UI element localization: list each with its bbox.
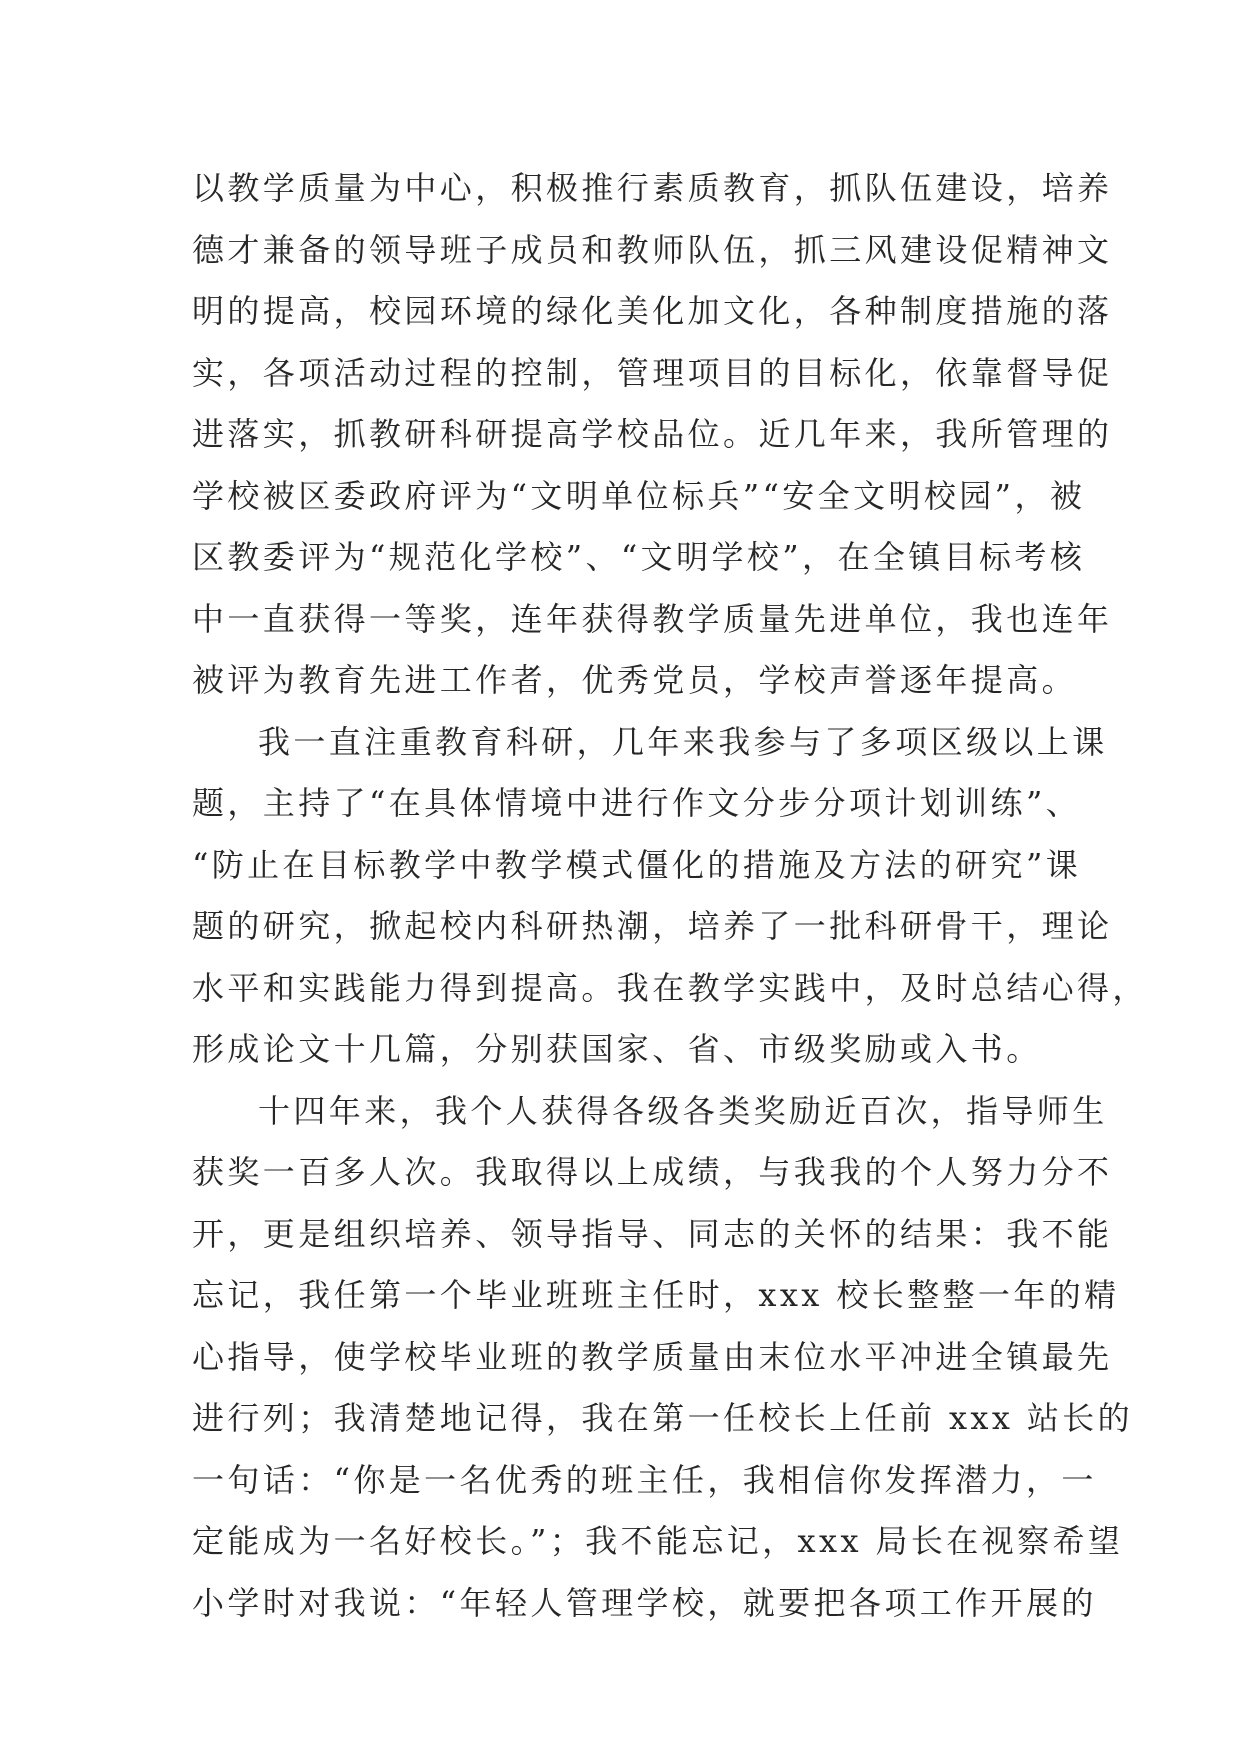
- paragraph: [192, 1081, 1134, 1635]
- text-line: 以教学质量为中心，积极推行素质教育，抓队伍建设，培养: [192, 169, 1113, 207]
- paragraph: [192, 712, 1148, 1081]
- text-line: 进行列；我清楚地记得，我在第一任校长上任前 xxx 站长的: [192, 1399, 1134, 1437]
- text-line: 学校被区委政府评为“文明单位标兵”“安全文明校园”，被: [192, 476, 1086, 515]
- paragraph: [192, 158, 1113, 712]
- text-line: 心指导，使学校毕业班的教学质量由末位水平冲进全镇最先: [192, 1337, 1113, 1376]
- text-line: 一句话：“你是一名优秀的班主任，我相信你发挥潜力，一: [192, 1460, 1097, 1499]
- text-line: 进落实，抓教研科研提高学校品位。近几年来，我所管理的: [192, 415, 1113, 453]
- text-line: 忘记，我任第一个毕业班班主任时，xxx 校长整整一年的精: [192, 1276, 1120, 1314]
- text-line: 明的提高，校园环境的绿化美化加文化，各种制度措施的落: [192, 292, 1113, 330]
- text-line: 实，各项活动过程的控制，管理项目的目标化，依靠督导促: [192, 353, 1113, 392]
- text-line: 被评为教育先进工作者，优秀党员，学校声誉逐年提高。: [192, 661, 1078, 699]
- text-line: 获奖一百多人次。我取得以上成绩，与我我的个人努力分不: [192, 1153, 1113, 1191]
- text-line: 开，更是组织培养、领导指导、同志的关怀的结果：我不能: [192, 1214, 1113, 1253]
- text-line: 题的研究，掀起校内科研热潮，培养了一批科研骨干，理论: [192, 907, 1113, 945]
- text-line: 小学时对我说：“年轻人管理学校，就要把各项工作开展的: [192, 1583, 1097, 1622]
- text-line: 中一直获得一等奖，连年获得教学质量先进单位，我也连年: [192, 599, 1113, 638]
- text-line: 水平和实践能力得到提高。我在教学实践中，及时总结心得，: [192, 968, 1148, 1007]
- text-line: 德才兼备的领导班子成员和教师队伍，抓三风建设促精神文: [192, 230, 1113, 269]
- text-line: 形成论文十几篇，分别获国家、省、市级奖励或入书。: [192, 1030, 1042, 1068]
- document-body: [192, 158, 1148, 1634]
- text-line: 题，主持了“在具体情境中进行作文分步分项计划训练”、: [192, 784, 1082, 822]
- text-line: 定能成为一名好校长。”；我不能忘记，xxx 局长在视察希望: [192, 1522, 1124, 1560]
- text-line: 区教委评为“规范化学校”、“文明学校”，在全镇目标考核: [192, 538, 1086, 576]
- text-line: “防止在目标教学中教学模式僵化的措施及方法的研究”课: [192, 845, 1082, 884]
- text-line: 我一直注重教育科研，几年来我参与了多项区级以上课: [258, 722, 1108, 761]
- text-line: 十四年来，我个人获得各级各类奖励近百次，指导师生: [258, 1091, 1108, 1130]
